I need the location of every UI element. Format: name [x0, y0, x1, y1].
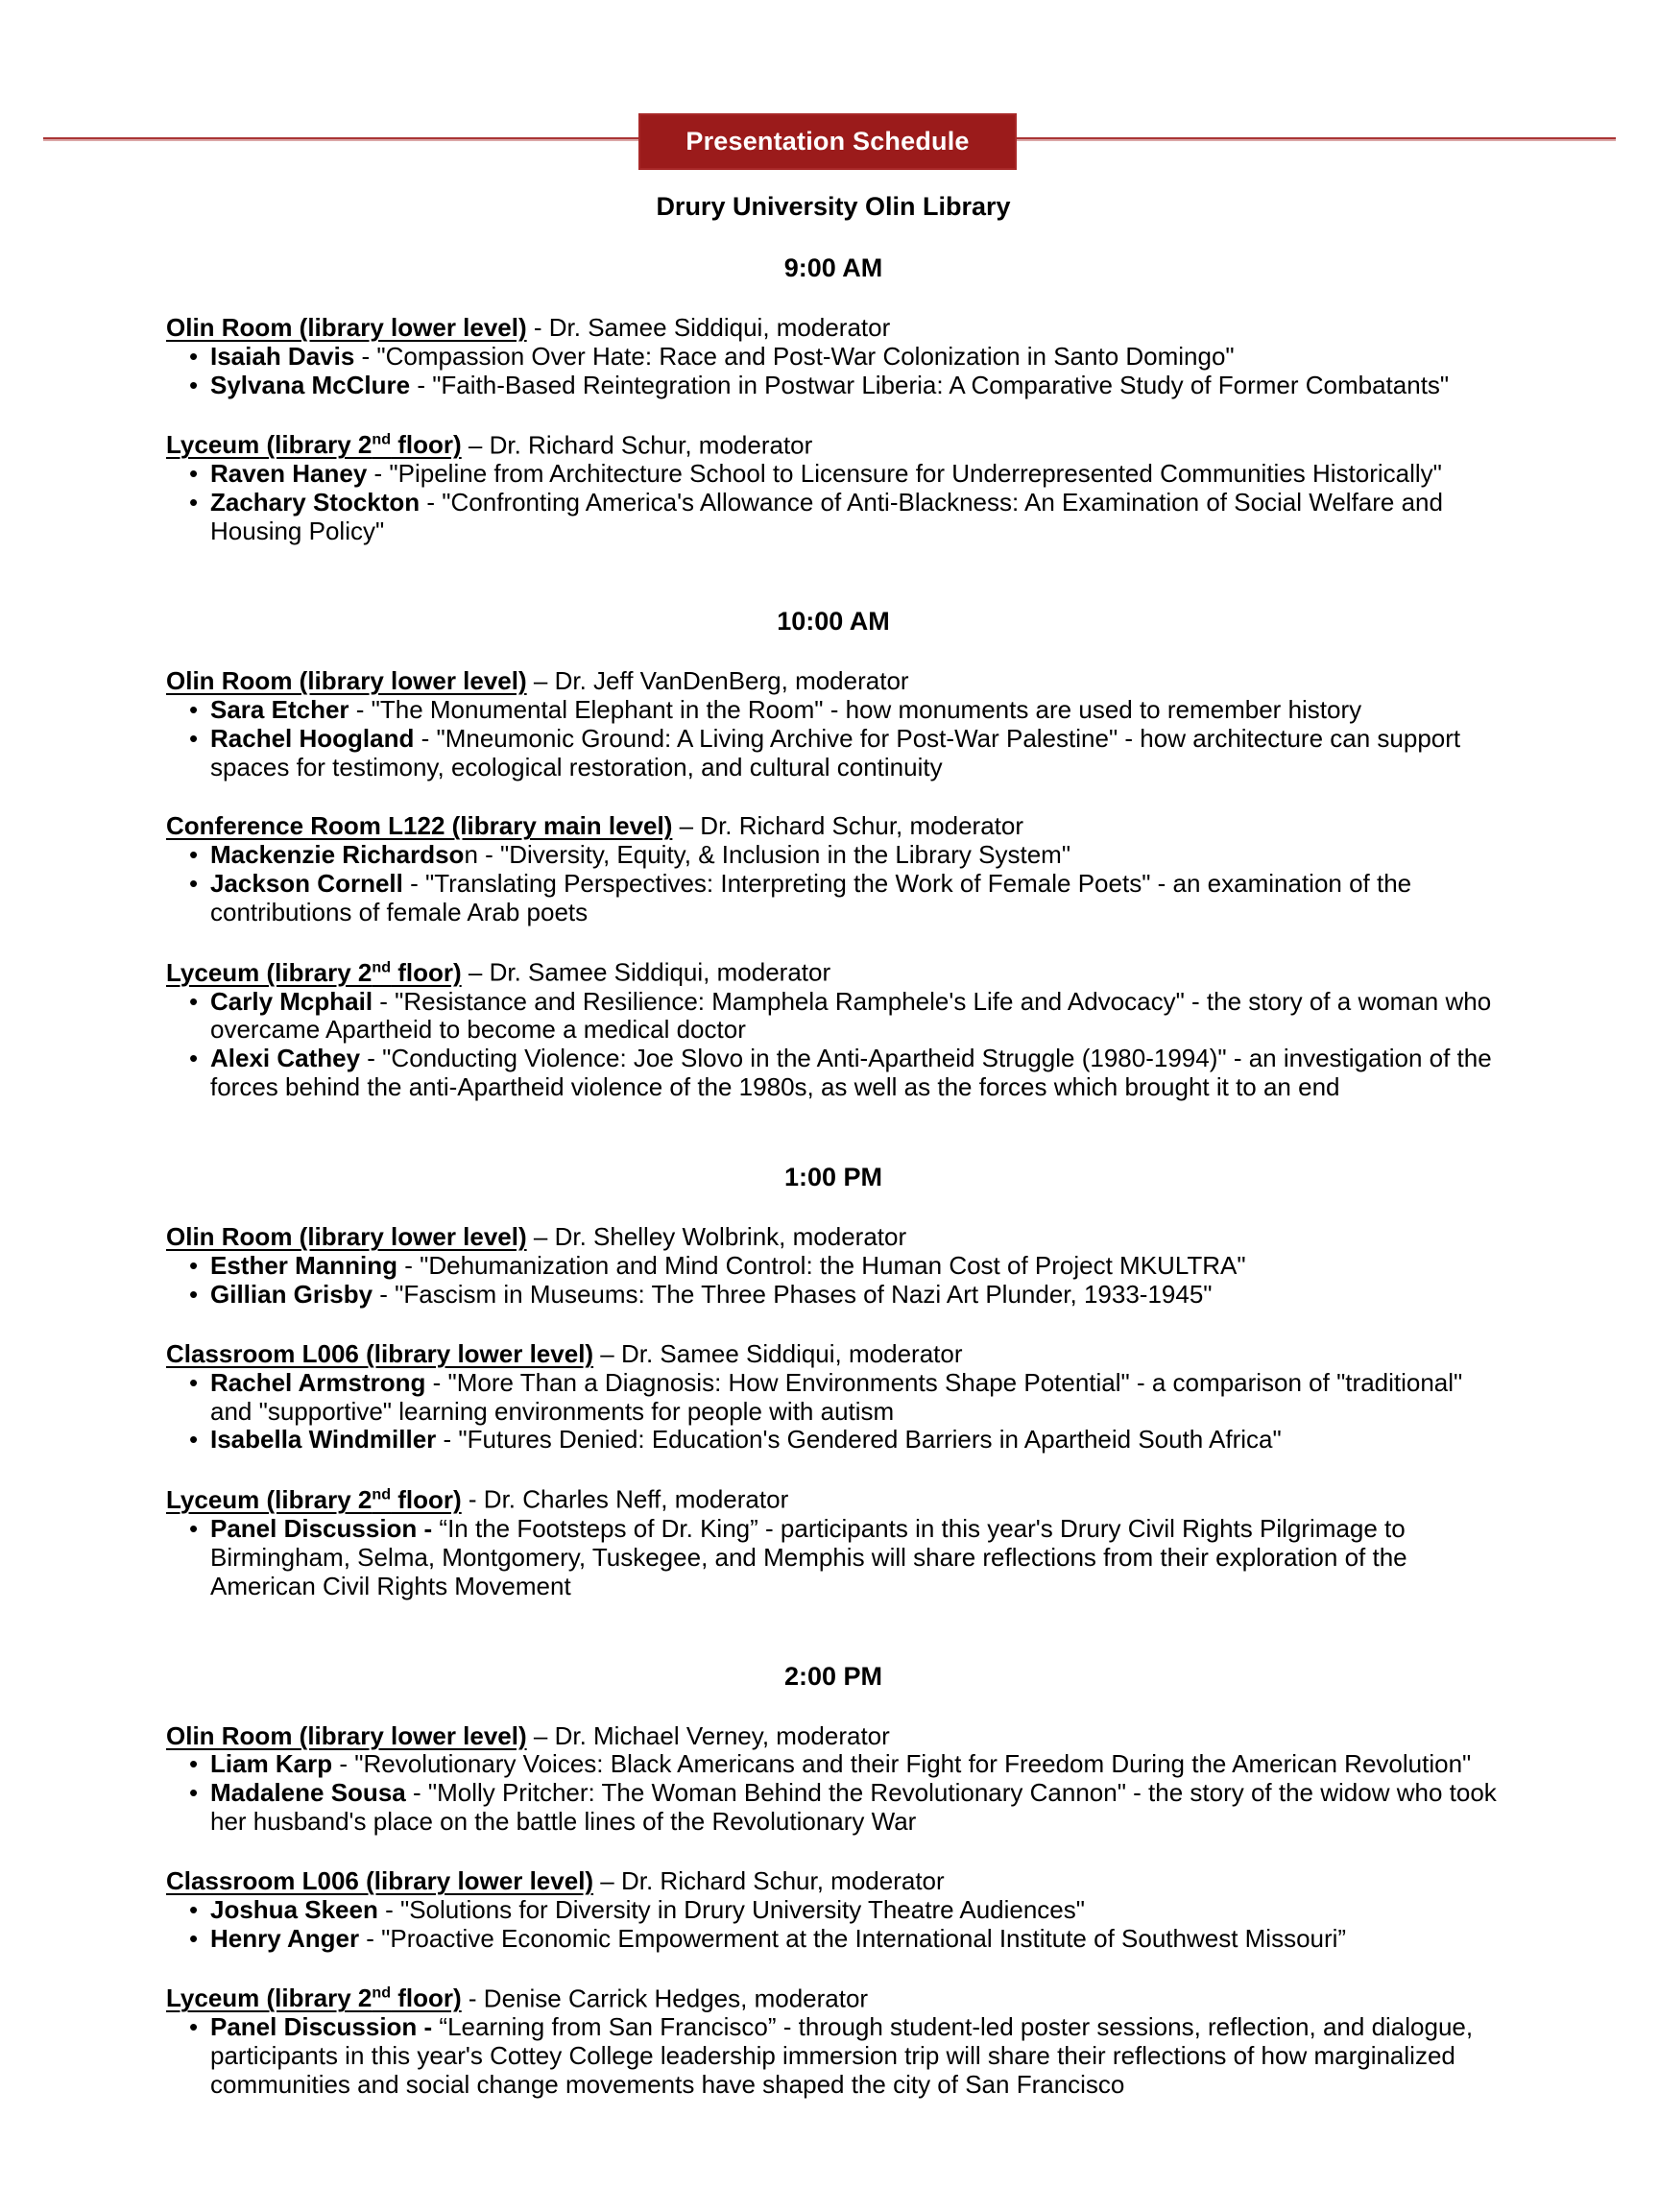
presenter-name: Isaiah Davis [210, 341, 355, 371]
room-block [166, 1722, 1501, 1838]
room-block [166, 1223, 1501, 1310]
presenter-name: Henry Anger [210, 1923, 360, 1953]
presentation-description: - "Molly Pritcher: The Woman Behind the Revolutionary Cannon" - the story of the widow who took her husband's place on the battle lines of the Revolutionary War [210, 1778, 1497, 1837]
room-name-text: floor) [391, 957, 462, 987]
presentation-item [166, 1252, 1501, 1281]
room-heading [166, 958, 1501, 988]
presentation-description: - "Pipeline from Architecture School to Licensure for Underrepresented Communities Historically" [367, 459, 1442, 489]
presentation-list [166, 1369, 1501, 1455]
room-moderator: - Dr. Charles Neff, moderator [461, 1485, 789, 1515]
banner-label: Presentation Schedule [685, 127, 970, 156]
room-name-text: Classroom L006 (library lower level) [166, 1338, 594, 1368]
room-name [166, 313, 527, 342]
room-block [166, 958, 1501, 1102]
room-name [166, 958, 462, 987]
room-block [166, 431, 1501, 546]
presentation-item [166, 1426, 1501, 1455]
presentation-item [166, 1779, 1501, 1837]
presentation-item [166, 1925, 1501, 1954]
presentation-item [166, 1281, 1501, 1310]
session-time: 1:00 PM [783, 1163, 883, 1192]
room-moderator: – Dr. Samee Siddiqui, moderator [461, 957, 831, 987]
presentation-description: - "Futures Denied: Education's Gendered Barriers in Apartheid South Africa" [436, 1425, 1282, 1455]
presenter-name: Panel Discussion - [210, 2012, 433, 2042]
presenter-name: Sara Etcher [210, 694, 349, 724]
room-name-text: Olin Room (library lower level) [166, 665, 527, 695]
room-name [166, 1222, 527, 1251]
presentation-list [166, 1515, 1501, 1601]
room-heading [166, 314, 1501, 343]
presenter-name: Zachary Stockton [210, 488, 421, 517]
presenter-name: Rachel Armstrong [210, 1367, 426, 1397]
presentation-description: - "The Monumental Elephant in the Room" - how monuments are used to remember history [349, 694, 1362, 724]
presenter-name: Esther Manning [210, 1251, 398, 1281]
room-name-text: Classroom L006 (library lower level) [166, 1866, 594, 1896]
room-name-superscript: nd [372, 1485, 392, 1503]
room-moderator: – Dr. Jeff VanDenBerg, moderator [526, 665, 909, 695]
room-name [166, 1485, 462, 1514]
presentation-item [166, 489, 1501, 546]
presenter-name: Alexi Cathey [210, 1044, 361, 1073]
room-heading [166, 1867, 1501, 1896]
presentation-item [166, 1045, 1501, 1102]
room-block [166, 667, 1501, 782]
room-name [166, 1339, 593, 1368]
room-heading [166, 1984, 1501, 2014]
presentation-list [166, 343, 1501, 400]
presentation-item [166, 696, 1501, 725]
session-block [166, 1162, 1501, 1600]
room-name-text: Olin Room (library lower level) [166, 1720, 527, 1750]
presentation-description: - "Revolutionary Voices: Black Americans and their Fight for Freedom During the American Revolution" [332, 1749, 1472, 1779]
presenter-name: Panel Discussion - [210, 1513, 433, 1543]
presentation-item [166, 725, 1501, 782]
presenter-name: Liam Karp [210, 1749, 333, 1779]
room-name-text: Lyceum (library 2 [166, 430, 373, 460]
presenter-name: Sylvana McClure [210, 370, 411, 399]
presentation-list [166, 841, 1501, 927]
room-moderator: - Denise Carrick Hedges, moderator [461, 1984, 869, 2013]
room-heading [166, 1485, 1501, 1515]
room-moderator: – Dr. Richard Schur, moderator [593, 1866, 945, 1896]
presentation-list [166, 1896, 1501, 1954]
room-name-superscript: nd [372, 1984, 392, 2002]
room-name-text: Lyceum (library 2 [166, 957, 373, 987]
presentation-item [166, 1896, 1501, 1925]
presentation-description: - "Confronting America's Allowance of Anti-Blackness: An Examination of Social Welfare and Housing Policy" [210, 488, 1443, 545]
room-name [166, 430, 462, 459]
room-name-text: floor) [391, 1984, 462, 2013]
presentation-list [166, 988, 1501, 1103]
session-block [166, 606, 1501, 1102]
session-block [166, 1661, 1501, 2100]
room-moderator: – Dr. Richard Schur, moderator [461, 430, 813, 460]
presenter-name: Joshua Skeen [210, 1895, 378, 1925]
presentation-item [166, 870, 1501, 927]
presentation-description: - "Fascism in Museums: The Three Phases of Nazi Art Plunder, 1933-1945" [373, 1279, 1213, 1309]
presentation-description: - "Mneumonic Ground: A Living Archive for Post-War Palestine" - how architecture can support spaces for testimony, ecological restoration, and cultural continuity [210, 723, 1461, 781]
presentation-item [166, 460, 1501, 489]
room-name-text: Conference Room L122 (library main level) [166, 811, 673, 841]
room-name [166, 1984, 462, 2012]
room-name-text: floor) [391, 1485, 462, 1515]
session-block [166, 252, 1501, 546]
room-heading [166, 667, 1501, 696]
presentation-item [166, 1369, 1501, 1427]
room-name-text: Olin Room (library lower level) [166, 1222, 527, 1252]
room-block [166, 314, 1501, 400]
room-heading [166, 1722, 1501, 1751]
room-heading [166, 1340, 1501, 1369]
presentation-description: - "Proactive Economic Empowerment at the International Institute of Southwest Missouri” [359, 1923, 1347, 1953]
presenter-name: Rachel Hoogland [210, 723, 415, 753]
room-name-text: floor) [391, 430, 462, 460]
session-time: 9:00 AM [783, 253, 883, 282]
room-block [166, 1340, 1501, 1455]
presentation-description: n - "Diversity, Equity, & Inclusion in the Library System" [464, 840, 1071, 870]
presentation-item [166, 988, 1501, 1046]
room-block [166, 1485, 1501, 1600]
room-heading [166, 812, 1501, 841]
presentation-item [166, 2013, 1501, 2100]
presenter-name: Madalene Sousa [210, 1778, 406, 1808]
presentation-description: - "Translating Perspectives: Interpreting the Work of Female Poets" - an examination of the contributions of female Arab poets [210, 869, 1412, 927]
room-name [166, 666, 527, 695]
room-name-text: Olin Room (library lower level) [166, 313, 527, 342]
document-title: Drury University Olin Library [656, 192, 1011, 221]
presentation-list [166, 2013, 1501, 2100]
presenter-name: Carly Mcphail [210, 986, 373, 1016]
presentation-description: - "Faith-Based Reintegration in Postwar Liberia: A Comparative Study of Former Combatants" [410, 370, 1450, 399]
session-time: 2:00 PM [783, 1661, 883, 1691]
room-name [166, 1866, 593, 1895]
presenter-name: Isabella Windmiller [210, 1425, 437, 1455]
room-block [166, 812, 1501, 927]
presentation-item [166, 1515, 1501, 1601]
presentation-description: “Learning from San Francisco” - through student-led poster sessions, reflection, and dialogue, participants in this year's Cottey College leadership immersion trip will share their reflections of how marginalized communities and social change movements have shaped the city of San Francisco [210, 2012, 1474, 2100]
presentation-item [166, 343, 1501, 372]
room-moderator: – Dr. Samee Siddiqui, moderator [593, 1338, 963, 1368]
presentation-item [166, 372, 1501, 400]
room-heading [166, 1223, 1501, 1252]
presenter-name: Gillian Grisby [210, 1279, 373, 1309]
presentation-list [166, 460, 1501, 546]
presentation-description: - "Dehumanization and Mind Control: the Human Cost of Project MKULTRA" [397, 1251, 1246, 1281]
presenter-name: Mackenzie Richardso [210, 840, 465, 870]
schedule-sessions [166, 252, 1501, 2100]
presentation-description: - "Conducting Violence: Joe Slovo in the Anti-Apartheid Struggle (1980-1994)" - an investigation of the forces behind the anti-Apartheid violence of the 1980s, as well as the forces which brought it to an end [210, 1044, 1492, 1102]
room-name-text: Lyceum (library 2 [166, 1984, 373, 2013]
room-block [166, 1867, 1501, 1954]
session-time: 10:00 AM [777, 606, 890, 636]
room-name [166, 1721, 527, 1750]
presentation-description: - "More Than a Diagnosis: How Environments Shape Potential" - a comparison of "traditional" and "supportive" learning environments for people with autism [210, 1367, 1463, 1426]
presenter-name: Jackson Cornell [210, 869, 403, 899]
presentation-description: - "Compassion Over Hate: Race and Post-War Colonization in Santo Domingo" [354, 341, 1235, 371]
presentation-item [166, 1750, 1501, 1779]
presentation-description: - "Solutions for Diversity in Drury University Theatre Audiences" [377, 1895, 1085, 1925]
room-moderator: - Dr. Samee Siddiqui, moderator [526, 313, 891, 342]
room-block [166, 1984, 1501, 2100]
room-moderator: – Dr. Shelley Wolbrink, moderator [526, 1222, 907, 1252]
room-name-superscript: nd [372, 958, 392, 976]
presentation-description: - "Resistance and Resilience: Mamphela Ramphele's Life and Advocacy" - the story of a woman who overcame Apartheid to become a medical doctor [210, 986, 1492, 1045]
presenter-name: Raven Haney [210, 459, 368, 489]
room-name [166, 811, 672, 840]
presentation-description: “In the Footsteps of Dr. King” - participants in this year's Drury Civil Rights Pilgrimage to Birmingham, Selma, Montgomery, Tuskegee, and Memphis will share reflections from their exploration of the American Civil Rights Movement [210, 1513, 1407, 1600]
presentation-list [166, 1252, 1501, 1310]
presentation-item [166, 841, 1501, 870]
room-name-superscript: nd [372, 430, 392, 448]
room-name-text: Lyceum (library 2 [166, 1485, 373, 1515]
presentation-list [166, 696, 1501, 782]
presentation-list [166, 1750, 1501, 1837]
room-moderator: – Dr. Michael Verney, moderator [526, 1720, 890, 1750]
room-heading [166, 431, 1501, 461]
room-moderator: – Dr. Richard Schur, moderator [672, 811, 1023, 841]
